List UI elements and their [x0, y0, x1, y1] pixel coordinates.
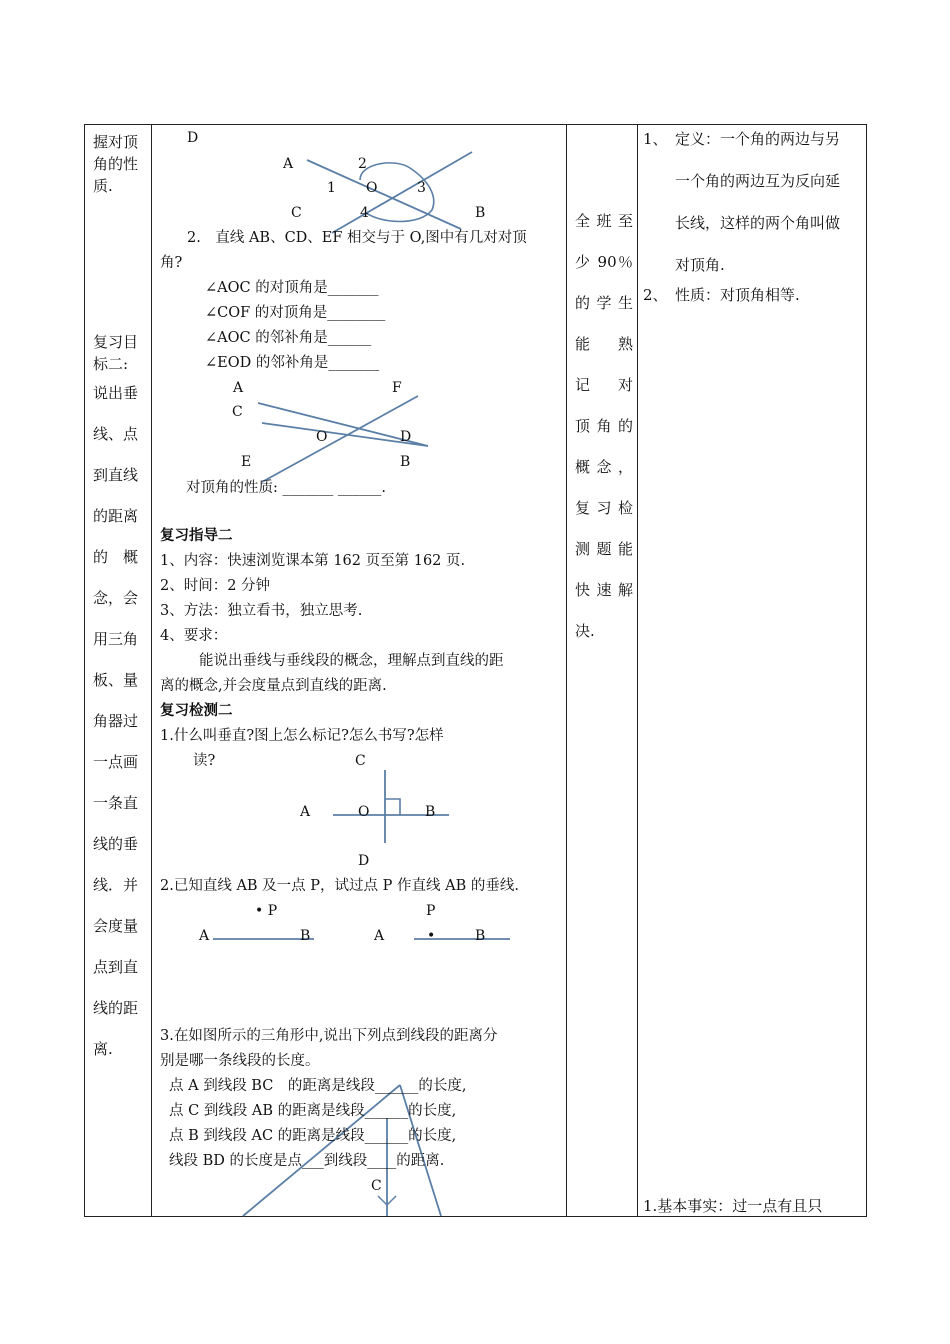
goal-line: 说出垂: [93, 384, 139, 402]
guide-line: 3、方法：独立看书，独立思考.: [160, 603, 363, 619]
goal-line: 角器过: [93, 712, 139, 730]
section-heading: 复习指导二: [160, 527, 233, 544]
property-fill-line: 对顶角的性质: _______ ______.: [186, 480, 386, 496]
goal-line: 质.: [93, 177, 113, 195]
figure-label: B: [400, 454, 411, 470]
figure-label: P: [426, 903, 436, 919]
figure-label: F: [392, 380, 402, 396]
figure-label: D: [187, 130, 199, 146]
target-line: 快速解: [575, 581, 633, 599]
goal-line: 线的垂: [93, 835, 139, 853]
fill-blank-line: ∠EOD 的邻补角是_______: [205, 355, 380, 371]
goal-line: 标二:: [93, 355, 129, 373]
fill-blank-line: 点 A 到线段 BC 的距离是线段______的长度,: [169, 1078, 467, 1094]
figure-label: O: [316, 429, 328, 445]
definition-line: 1、 定义：一个角的两边与另: [643, 130, 841, 148]
goal-line: 的距离: [93, 507, 139, 525]
goal-line: 到直线: [93, 466, 139, 484]
guide-line: 离的概念,并会度量点到直线的距离.: [160, 678, 387, 694]
figure-label: O: [358, 804, 370, 820]
target-line: 决.: [575, 622, 595, 640]
right-angle-mark: [385, 799, 400, 815]
goal-line: 线的距: [93, 999, 139, 1017]
goal-line: 一条直: [93, 794, 139, 812]
goal-line: 离.: [93, 1040, 113, 1058]
target-line: 的学生: [575, 294, 633, 312]
fill-blank-line: 点 B 到线段 AC 的距离是线段______的长度,: [169, 1128, 457, 1144]
figure-label: 4: [360, 205, 369, 221]
fill-blank-line: 线段 BD 的长度是点___到线段____的距离.: [169, 1153, 445, 1169]
figure-label: 1: [327, 180, 336, 196]
figure-label: • P: [255, 903, 278, 919]
definition-line: 对顶角.: [675, 256, 725, 274]
question-text: 角?: [160, 255, 183, 271]
fill-blank-line: ∠COF 的对顶角是________: [205, 305, 386, 321]
figure-label: O: [366, 180, 378, 196]
figure-label: A: [233, 380, 244, 396]
goal-line: 用三角: [93, 630, 139, 648]
figure-label: 2: [358, 156, 367, 172]
target-line: 能 熟: [575, 335, 633, 353]
goal-line: 线、点: [93, 425, 139, 443]
figure-line: [262, 396, 418, 482]
goal-line: 一点画: [93, 753, 139, 771]
figure-label: E: [241, 454, 252, 470]
goal-line: 点到直: [93, 958, 139, 976]
question-text: 2. 直线 AB、CD、EF 相交与于 O,图中有几对对顶: [187, 230, 527, 246]
question-text: 3.在如图所示的三角形中,说出下列点到线段的距离分: [160, 1028, 498, 1044]
guide-line: 1、内容：快速浏览课本第 162 页至第 162 页.: [160, 553, 466, 569]
question-text: 1.什么叫垂直?图上怎么标记?怎么书写?怎样: [160, 728, 444, 744]
figure-label: C: [371, 1178, 382, 1194]
target-line: 记 对: [575, 376, 633, 394]
figure-label: A: [300, 804, 311, 820]
target-line: 顶角的: [575, 417, 633, 435]
figure-label: C: [232, 404, 243, 420]
guide-line: 2、时间：2 分钟: [160, 578, 271, 594]
figure-label: B: [475, 928, 486, 944]
fill-blank-line: 点 C 到线段 AB 的距离是线段______的长度,: [169, 1103, 457, 1119]
figure-label: C: [355, 753, 366, 769]
goal-line: 板、量: [93, 671, 139, 689]
goal-line: 的 概: [93, 548, 139, 566]
figure-label: 3: [417, 180, 426, 196]
figure-label: A: [199, 928, 210, 944]
goal-line: 会度量: [93, 917, 139, 935]
figure-label: B: [475, 205, 486, 221]
figure-label: D: [358, 853, 370, 869]
definition-line: 一个角的两边互为反向延: [675, 172, 841, 190]
goal-line: 复习目: [93, 333, 139, 351]
figure-label: A: [374, 928, 385, 944]
fill-blank-line: ∠AOC 的邻补角是______: [205, 330, 372, 346]
target-line: 概念，: [575, 458, 633, 476]
goal-line: 角的性: [93, 155, 139, 173]
guide-line: 4、要求：: [160, 628, 228, 644]
question-text: 2.已知直线 AB 及一点 P，试过点 P 作直线 AB 的垂线.: [160, 878, 519, 894]
question-text: 读?: [193, 753, 216, 769]
goal-line: 线．并: [93, 876, 139, 894]
property-line: 2、 性质：对顶角相等.: [643, 286, 800, 304]
figure-label: B: [300, 928, 311, 944]
figure-label: B: [425, 804, 436, 820]
figure-label: D: [400, 429, 412, 445]
fill-blank-line: ∠AOC 的对顶角是_______: [205, 280, 379, 296]
target-line: 少 90％: [575, 253, 633, 271]
question-text: 别是哪一条线段的长度。: [160, 1053, 320, 1069]
basic-fact-line: 1.基本事实：过一点有且只: [643, 1197, 823, 1215]
goal-line: 握对顶: [93, 133, 139, 151]
figure-label: •: [427, 928, 436, 944]
target-line: 测题能: [575, 540, 633, 558]
goal-line: 念，会: [93, 589, 139, 607]
definition-line: 长线，这样的两个角叫做: [675, 214, 841, 232]
target-line: 全班至: [575, 212, 633, 230]
figure-label: A: [283, 156, 294, 172]
target-line: 复习检: [575, 499, 633, 517]
guide-line: 能说出垂线与垂线段的概念，理解点到直线的距: [199, 653, 504, 669]
section-heading: 复习检测二: [160, 702, 233, 719]
figure-label: C: [291, 205, 302, 221]
